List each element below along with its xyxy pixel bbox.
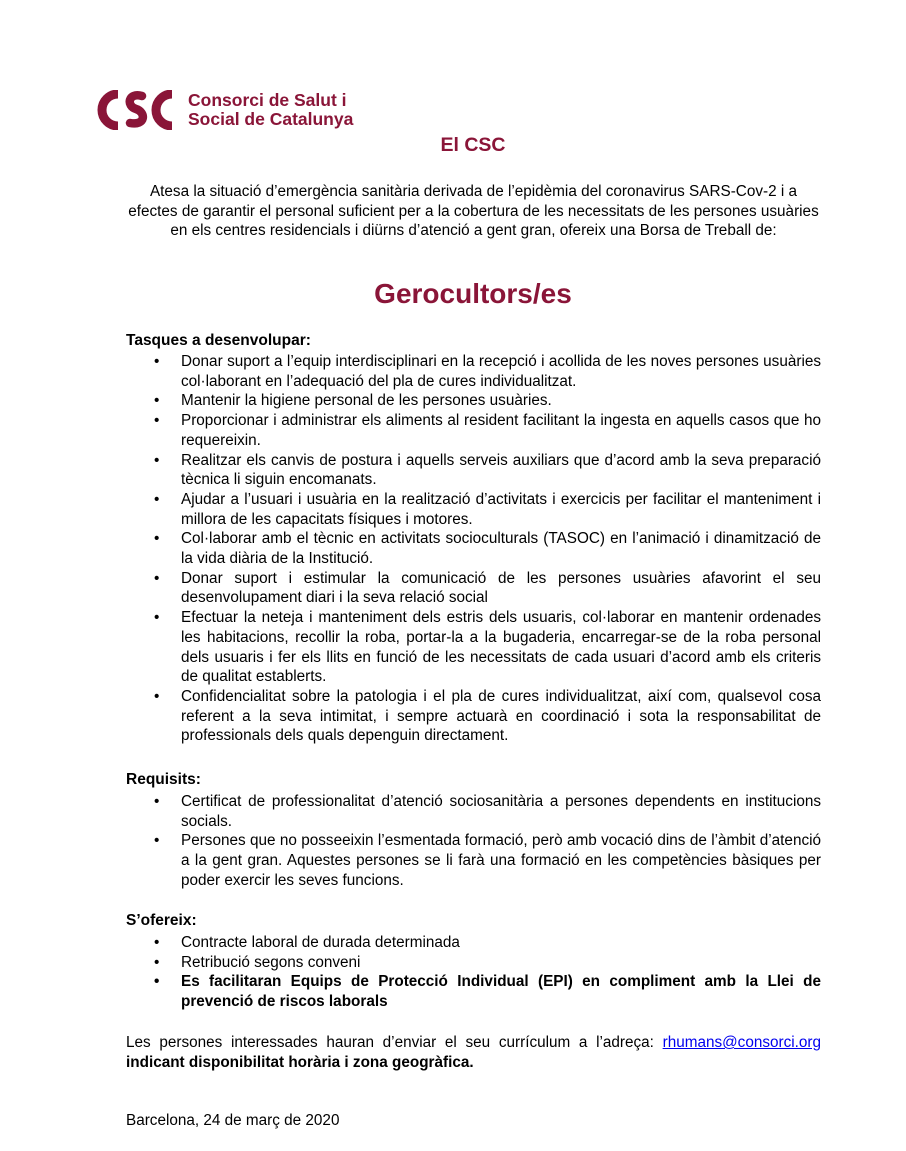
list-item: • Proporcionar i administrar els aliments al resident facilitant la ingesta en aquells casos que ho requereixin.	[126, 411, 821, 450]
closing-text: Les persones interessades hauran d’enviar el seu currículum a l’adreça:	[126, 1034, 654, 1051]
list-item: • Col·laborar amb el tècnic en activitats socioculturals (TASOC) en l’animació i dinamització de la vida diària de la Institució.	[126, 529, 821, 568]
email-link[interactable]: rhumans@consorci.org	[662, 1034, 821, 1051]
list-item: • Es facilitaran Equips de Protecció Individual (EPI) en compliment amb la Llei de prevenció de riscos laborals	[126, 972, 821, 1011]
list-item: • Realitzar els canvis de postura i aquells serveis auxiliars que d’acord amb la seva preparació tècnica li siguin encomanats.	[126, 451, 821, 490]
list-item: • Confidencialitat sobre la patologia i el pla de cures individualitzat, així com, qualsevol cosa referent a la seva intimitat, i sempre actuarà en coordinació i sota la responsabilitat de professionals dels quals depenguin directament.	[126, 687, 821, 746]
list-item: • Certificat de professionalitat d’atenció sociosanitària a persones dependents en institucions socials.	[126, 792, 821, 831]
offer-list	[126, 933, 821, 1012]
closing-paragraph	[126, 1033, 821, 1072]
list-item: • Donar suport i estimular la comunicació de les persones usuàries afavorint el seu desenvolupament diari i la seva relació social	[126, 569, 821, 608]
logo-line-2: Social de Catalunya	[188, 109, 354, 129]
list-item: • Persones que no posseeixin l’esmentada formació, però amb vocació dins de l’àmbit d’atenció a la gent gran. Aquestes persones se li farà una formació en les competències bàsiques per poder exercir les seves funcions.	[126, 831, 821, 890]
csc-logo-mark-icon	[96, 90, 176, 130]
tasks-list	[126, 352, 821, 746]
requirements-title: Requisits:	[126, 771, 201, 788]
offer-title: S’ofereix:	[126, 912, 197, 929]
list-item: • Contracte laboral de durada determinada	[126, 933, 821, 953]
list-item: • Mantenir la higiene personal de les persones usuàries.	[126, 391, 821, 411]
list-item: • Retribució segons conveni	[126, 953, 821, 973]
list-item: • Efectuar la neteja i manteniment dels estris dels usuaris, col·laborar en mantenir ordenades les habitacions, recollir la roba, portar-la a la bugaderia, encarregar-se de la roba personal dels usuaris i fer els llits en funció de les necessitats de cada usuari d’acord amb els criteris de qualitat establerts.	[126, 608, 821, 687]
page-title: Gerocultors/es	[374, 278, 572, 309]
list-item: • Donar suport a l’equip interdisciplinari en la recepció i acollida de les noves persones usuàries col·laborant en l’adequació del pla de cures individualitzat.	[126, 352, 821, 391]
date: Barcelona, 24 de març de 2020	[126, 1112, 340, 1129]
intro-paragraph: Atesa la situació d’emergència sanitària derivada de l’epidèmia del coronavirus SARS-Cov-2 i a efectes de garantir el personal suficient per a la cobertura de les necessitats de les persones usuàries en els centres residencials i diürns d’atenció a gent gran, ofereix una Borsa de Treball de:	[128, 183, 819, 240]
list-item: • Ajudar a l’usuari i usuària en la realització d’activitats i exercicis per facilitar el manteniment i millora de les capacitats físiques i motores.	[126, 490, 821, 529]
requirements-list	[126, 792, 821, 891]
logo-line-1: Consorci de Salut i	[188, 90, 347, 110]
csc-logo	[96, 89, 353, 131]
heading: El CSC	[440, 134, 506, 156]
tasks-title: Tasques a desenvolupar:	[126, 332, 311, 349]
logo-text	[188, 91, 353, 129]
closing-bold-text: indicant disponibilitat horària i zona geogràfica.	[126, 1053, 474, 1071]
